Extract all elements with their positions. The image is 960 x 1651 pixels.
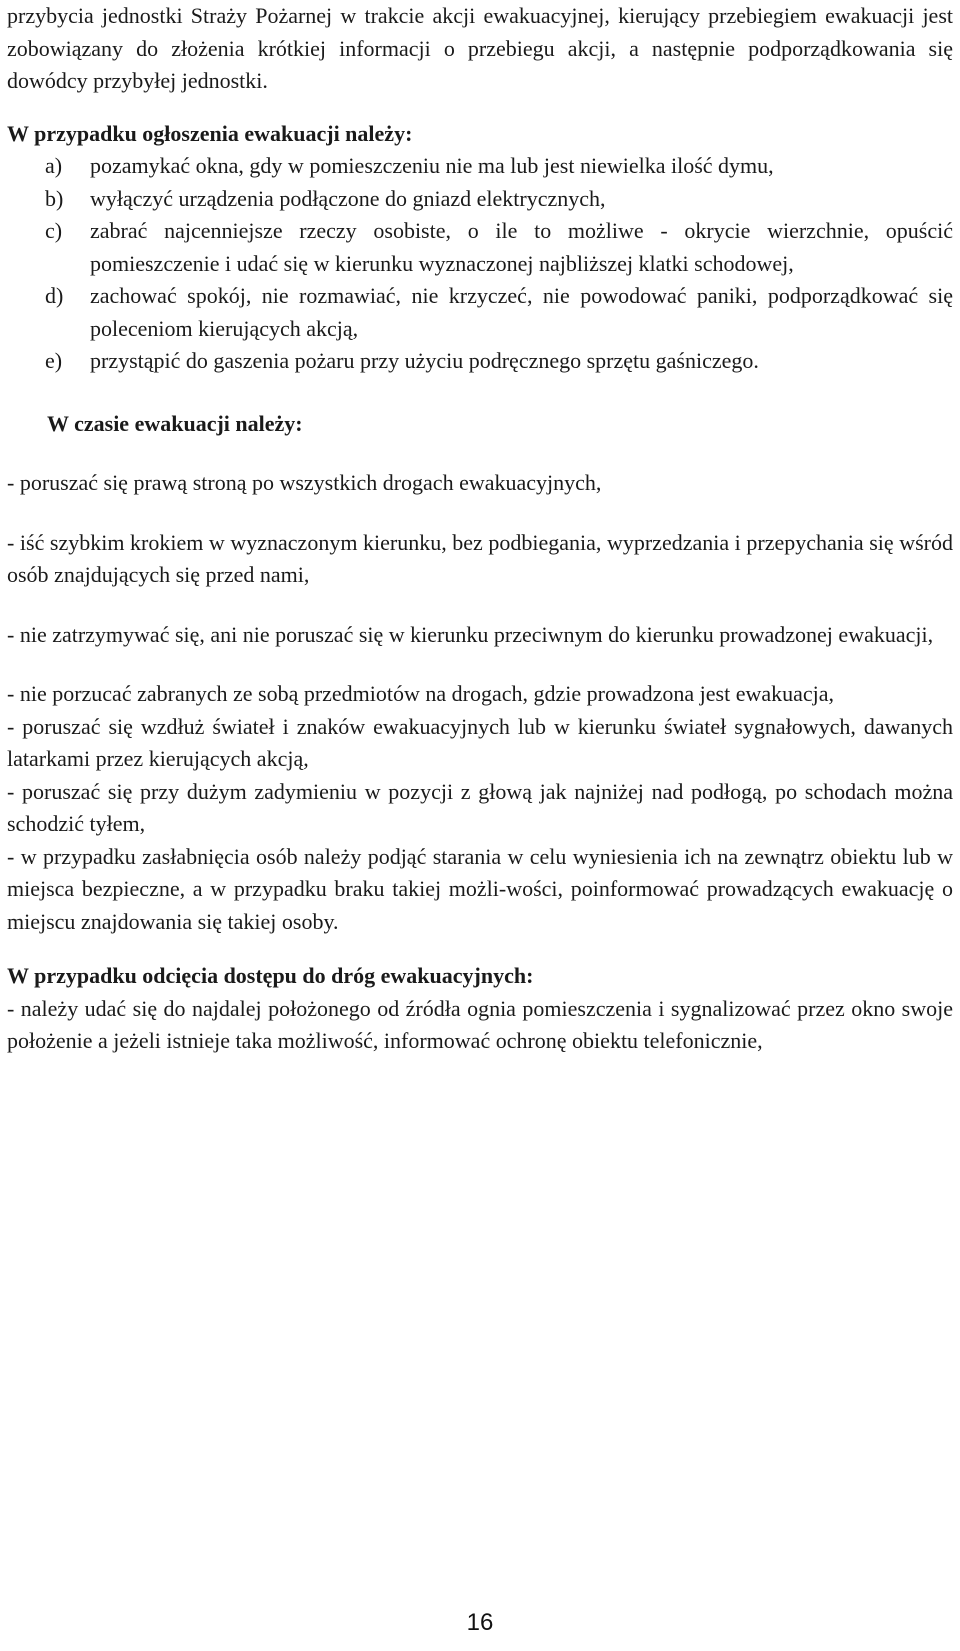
heading-during-evacuation: W czasie ewakuacji należy: — [47, 410, 303, 436]
list-item — [7, 183, 953, 216]
list-item-text: przystąpić do gaszenia pożaru przy użyciu podręcznego sprzętu gaśniczego. — [90, 348, 759, 373]
list-marker: a) — [45, 153, 63, 178]
intro-paragraph: przybycia jednostki Straży Pożarnej w trakcie akcji ewakuacyjnej, kierujący przebiegiem ewakuacji jest zobowiązany do złożenia krótkiej informacji o przebiegu akcji, a następnie podporządkowania się dowódcy przybyłej jednostki. — [7, 3, 953, 93]
during-list — [7, 467, 953, 938]
announce-list — [7, 150, 953, 378]
list-item: - w przypadku zasłabnięcia osób należy podjąć starania w celu wyniesienia ich na zewnątrz obiektu lub w miejsca bezpieczne, a w przypadku braku takiej możli-wości, poinformować prowadzących ewakuację o miejscu znajdowania się takiej osoby. — [7, 843, 953, 934]
document-page — [7, 0, 953, 1058]
list-item: - nie porzucać zabranych ze sobą przedmiotów na drogach, gdzie prowadzona jest ewakuacja, — [7, 681, 835, 706]
list-item — [7, 345, 953, 378]
list-item: - należy udać się do najdalej położonego od źródła ognia pomieszczenia i sygnalizować przez okno swoje położenie a jeżeli istnieje taka możliwość, informować ochronę obiektu telefonicznie, — [7, 995, 953, 1053]
list-item: - iść szybkim krokiem w wyznaczonym kierunku, bez podbiegania, wyprzedzania i przepychania się wśród osób znajdujących się przed nami, — [7, 529, 953, 587]
list-item-text: pozamykać okna, gdy w pomieszczeniu nie ma lub jest niewielka ilość dymu, — [90, 153, 774, 178]
page-number: 16 — [466, 1609, 494, 1636]
list-item — [7, 280, 953, 345]
list-marker: e) — [45, 348, 63, 373]
list-item: - poruszać się przy dużym zadymieniu w pozycji z głową jak najniżej nad podłogą, po schodach można schodzić tyłem, — [7, 778, 953, 836]
list-item-text: wyłączyć urządzenia podłączone do gniazd elektrycznych, — [90, 185, 606, 211]
list-item — [7, 150, 953, 183]
list-item: - poruszać się prawą stroną po wszystkich drogach ewakuacyjnych, — [7, 470, 602, 495]
list-marker: c) — [45, 218, 63, 243]
heading-access-cut-off: W przypadku odcięcia dostępu do dróg ewakuacyjnych: — [7, 963, 534, 988]
list-item: - poruszać się wzdłuż świateł i znaków ewakuacyjnych lub w kierunku świateł sygnałowych, dawanych latarkami przez kierujących akcją, — [7, 713, 953, 771]
list-item: - nie zatrzymywać się, ani nie poruszać się w kierunku przeciwnym do kierunku prowadzonej ewakuacji, — [7, 621, 934, 647]
heading-evacuation-announced: W przypadku ogłoszenia ewakuacji należy: — [7, 120, 413, 146]
list-item-text: zabrać najcenniejsze rzeczy osobiste, o ile to możliwe - okrycie wierzchnie, opuścić pomieszczenie i udać się w kierunku wyznaczonej najbliższej klatki schodowej, — [90, 218, 953, 276]
list-marker: d) — [45, 283, 64, 308]
list-item-text: zachować spokój, nie rozmawiać, nie krzyczeć, nie powodować paniki, podporządkować się poleceniom kierujących akcją, — [90, 283, 953, 341]
list-marker: b) — [45, 185, 64, 211]
list-item — [7, 215, 953, 280]
cutoff-list — [7, 993, 953, 1058]
